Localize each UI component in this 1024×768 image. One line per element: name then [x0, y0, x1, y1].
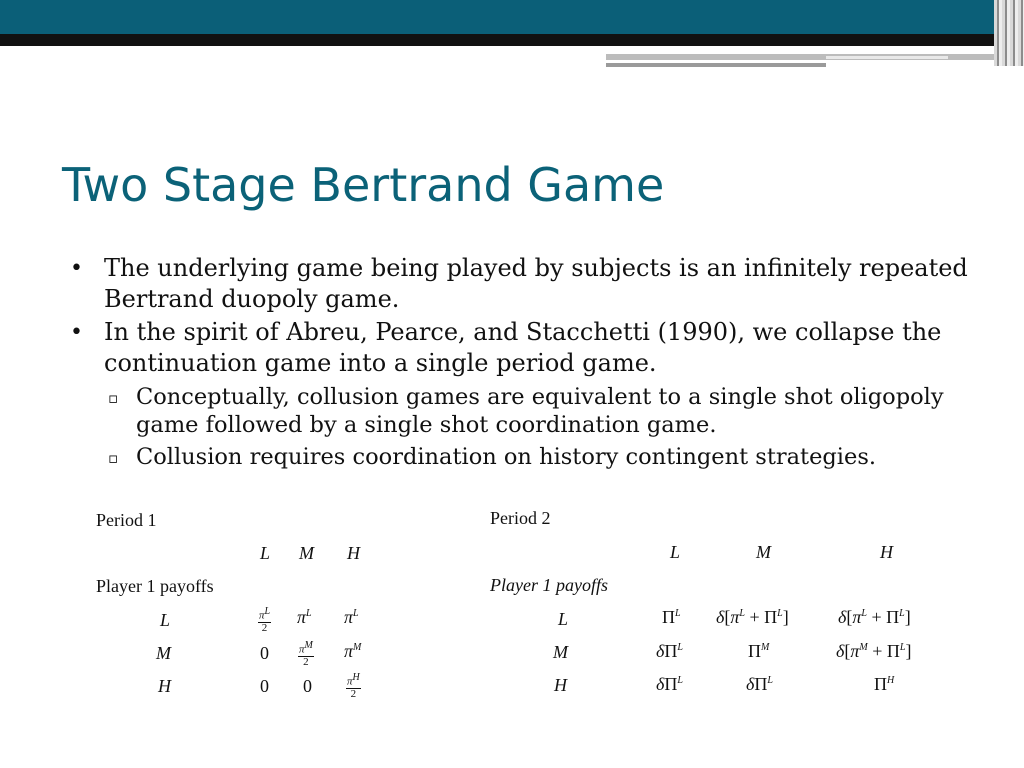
p2-row-header: M: [553, 642, 568, 662]
sub-bullet-item: [70, 443, 970, 471]
bullet-list: [70, 253, 970, 471]
p2-cell: $\delta\Pi^L$: [656, 674, 683, 694]
p2-cell: $\Pi^L$: [662, 607, 681, 627]
decor-stripes: [994, 0, 1024, 66]
bullet-marker: •: [70, 256, 83, 281]
sub-bullet-item: [70, 383, 970, 439]
p1-col-header: H: [347, 543, 360, 563]
p2-cell: $\delta\Pi^L$: [656, 641, 683, 661]
p1-cell: 0: [303, 676, 312, 696]
decor-gray-line-2: [606, 63, 826, 67]
decor-gray-line: [606, 54, 1024, 60]
sub-bullet-text: Collusion requires coordination on history contingent strategies.: [136, 444, 877, 470]
bullet-text: The underlying game being played by subjects is an infinitely repeated Bertrand duopoly game.: [104, 254, 968, 313]
p1-cell: $\pi^L$: [297, 607, 312, 627]
p1-payoff-label: Player 1 payoffs: [96, 576, 214, 596]
p1-cell: 0: [260, 676, 269, 696]
p2-row-header: H: [554, 675, 567, 695]
p2-cell: $\Pi^M$: [748, 641, 770, 661]
bullet-item: [70, 253, 970, 315]
p1-row-header: H: [158, 676, 171, 696]
p1-cell: 0: [260, 643, 269, 663]
period1-payoff-table: [96, 506, 476, 706]
p2-col-header: L: [670, 542, 681, 562]
p2-cell: $\delta[\pi^L + \Pi^L]$: [838, 607, 911, 627]
bullet-marker: •: [70, 320, 83, 345]
period1-label: Period 1: [96, 510, 157, 530]
p1-row-header: M: [156, 643, 171, 663]
bullet-item: [70, 317, 970, 379]
p1-cell-frac: $\frac{\pi^M}{2}$: [299, 640, 313, 668]
p2-cell: $\delta\Pi^L$: [746, 674, 773, 694]
p1-cell-frac: $\frac{\pi^H}{2}$: [347, 672, 360, 700]
p2-row-header: L: [558, 609, 569, 629]
p1-col-header: M: [299, 543, 314, 563]
period2-payoff-table: [490, 506, 970, 706]
decor-light-line: [826, 56, 948, 59]
sub-bullet-text: Conceptually, collusion games are equivalent to a single shot oligopoly game followed by a single shot coordination game.: [136, 384, 944, 438]
period2-label: Period 2: [490, 508, 551, 528]
p2-col-header: H: [880, 542, 893, 562]
sub-bullet-marker: ▫: [108, 389, 119, 407]
p2-cell: $\Pi^H$: [874, 674, 895, 694]
p2-cell: $\delta[\pi^L + \Pi^L]$: [716, 607, 789, 627]
p2-cell: $\delta[\pi^M + \Pi^L]$: [836, 641, 912, 661]
p1-cell: $\pi^M$: [344, 641, 362, 661]
p1-cell-frac: $\frac{\pi^L}{2}$: [259, 606, 271, 634]
p1-cell: $\pi^L$: [344, 607, 359, 627]
top-black-band: [0, 34, 1024, 46]
p2-col-header: M: [756, 542, 771, 562]
p2-payoff-label: Player 1 payoffs: [490, 575, 608, 595]
p1-col-header: L: [260, 543, 271, 563]
sub-bullet-marker: ▫: [108, 449, 119, 467]
top-banner: [0, 0, 1024, 34]
slide-title: Two Stage Bertrand Game: [62, 158, 665, 212]
bullet-text: In the spirit of Abreu, Pearce, and Stacchetti (1990), we collapse the continuation game into a single period game.: [104, 318, 942, 377]
p1-row-header: L: [160, 610, 171, 630]
